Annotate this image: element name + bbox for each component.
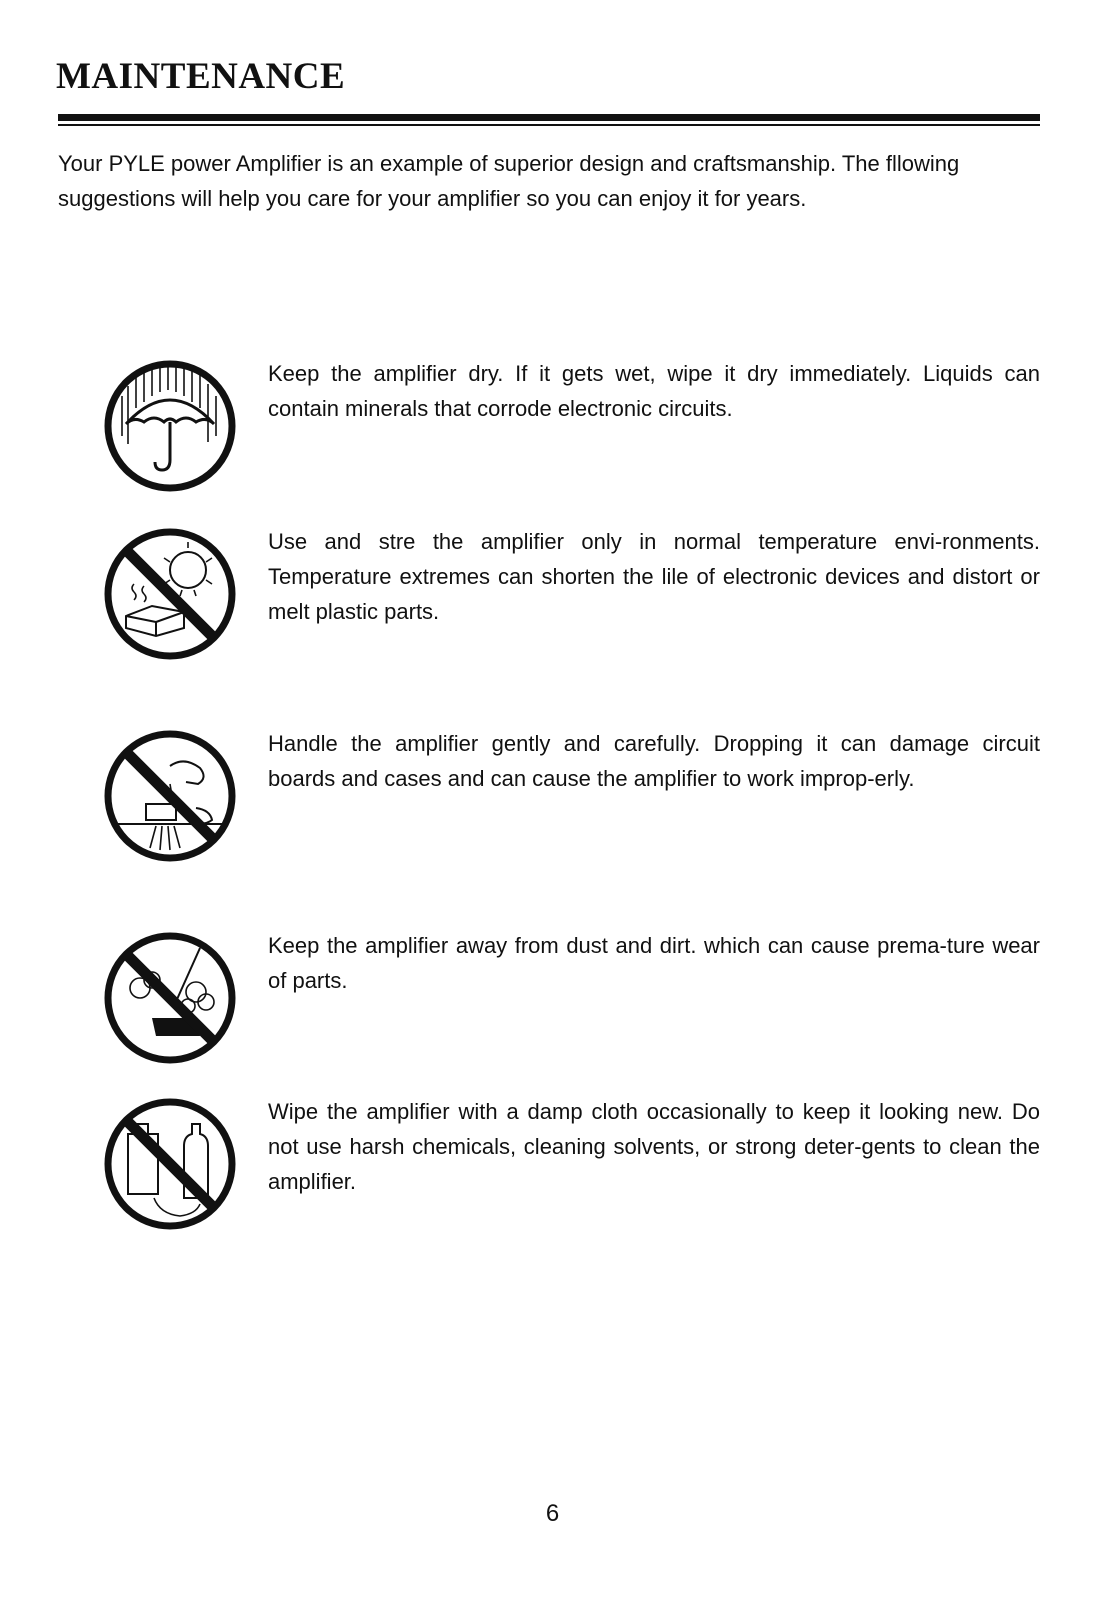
title-rule-thin — [58, 124, 1040, 126]
no-dropping-icon — [100, 726, 240, 866]
page-title: MAINTENANCE — [56, 56, 346, 97]
item-text: Keep the amplifier away from dust and dirt. which can cause prema-ture wear of parts. — [268, 933, 1040, 993]
item-text: Wipe the amplifier with a damp cloth occasionally to keep it looking new. Do not use harsh chemicals, cleaning solvents, or strong deter-gents to clean the amplifier. — [268, 1099, 1040, 1194]
umbrella-icon — [100, 356, 240, 496]
item-text: Keep the amplifier dry. If it gets wet, wipe it dry immediately. Liquids can contain minerals that corrode electronic circuits. — [268, 361, 1040, 421]
title-rule-thick — [58, 114, 1040, 121]
no-dust-icon — [100, 928, 240, 1068]
no-heat-icon — [100, 524, 240, 664]
page-number: 6 — [545, 1500, 560, 1527]
intro-paragraph: Your PYLE power Amplifier is an example of superior design and craftsmanship. The fllowing suggestions will help you care for your amplifier so you can enjoy it for years. — [58, 151, 960, 211]
no-chemicals-icon — [100, 1094, 240, 1234]
item-text: Handle the amplifier gently and carefully. Dropping it can damage circuit boards and cases and can cause the amplifier to work improp-erly. — [268, 731, 1040, 791]
item-text: Use and stre the amplifier only in normal temperature envi-ronments. Temperature extremes can shorten the lile of electronic devices and distort or melt plastic parts. — [268, 529, 1040, 624]
